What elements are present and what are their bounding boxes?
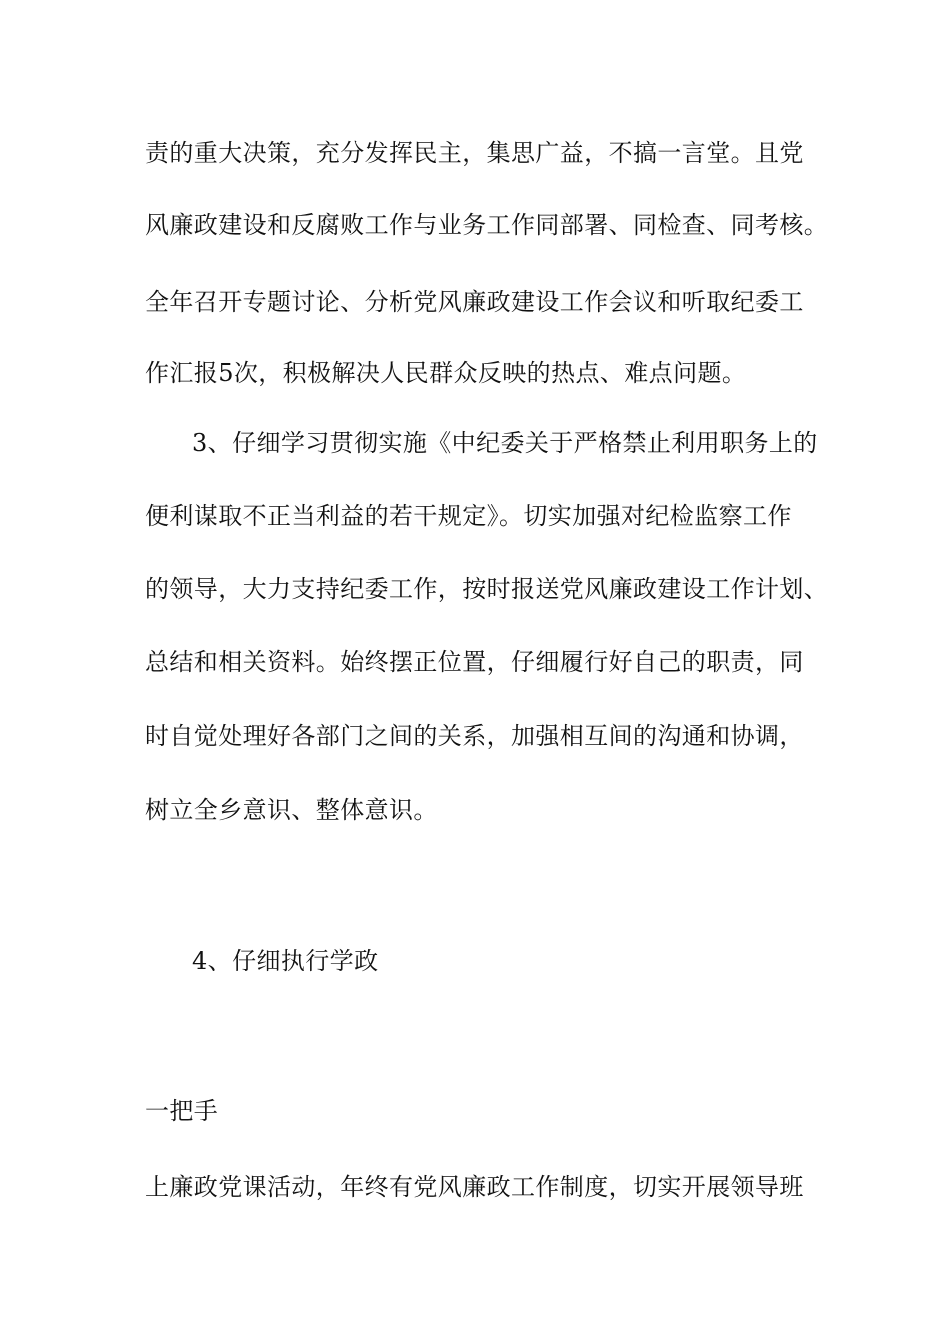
paragraph-line: 总结和相关资料。始终摆正位置，仔细履行好自己的职责，同 <box>145 648 804 676</box>
paragraph-line: 作汇报5次，积极解决人民群众反映的热点、难点问题。 <box>145 359 747 387</box>
paragraph-line: 一把手 <box>145 1097 219 1125</box>
paragraph-line: 便利谋取不正当利益的若干规定》。切实加强对纪检监察工作 <box>145 502 792 530</box>
section-heading: 4、仔细执行学政 <box>192 947 379 975</box>
paragraph-line: 的领导，大力支持纪委工作，按时报送党风廉政建设工作计划、 <box>145 575 829 603</box>
paragraph-line: 全年召开专题讨论、分析党风廉政建设工作会议和听取纪委工 <box>145 288 804 316</box>
numbered-paragraph-start: 3、仔细学习贯彻实施《中纪委关于严格禁止利用职务上的 <box>192 429 818 457</box>
paragraph-line: 风廉政建设和反腐败工作与业务工作同部署、同检查、同考核。 <box>145 211 829 239</box>
paragraph-line: 上廉政党课活动，年终有党风廉政工作制度，切实开展领导班 <box>145 1173 804 1201</box>
paragraph-line: 树立全乡意识、整体意识。 <box>145 796 438 824</box>
paragraph-line: 时自觉处理好各部门之间的关系，加强相互间的沟通和协调， <box>145 722 804 750</box>
paragraph-line: 责的重大决策，充分发挥民主，集思广益，不搞一言堂。且党 <box>145 139 804 167</box>
